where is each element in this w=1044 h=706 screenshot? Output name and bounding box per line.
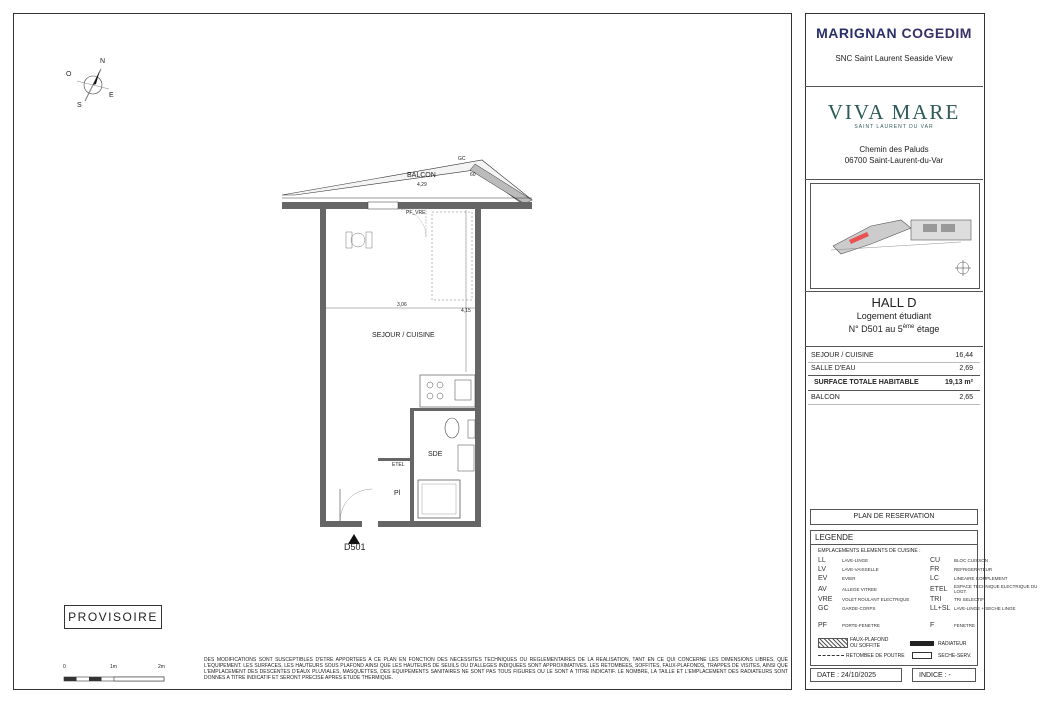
legend-code: LL+SL [930,605,951,612]
legend-code: FR [930,566,940,573]
footer-index: INDICE : - [912,668,976,682]
legend-code: LC [930,575,939,582]
label-etel: ETEL [392,462,405,468]
wall-top [282,202,532,209]
compass-rose-icon [62,60,122,110]
legend-label: LAVE-LINGE + SECHE LINGE [954,606,1016,611]
project-name: VIVA MARE [827,100,961,124]
legend-code: ETEL [930,585,948,593]
window-pf [368,202,398,209]
label-balcon: BALCON [407,172,436,179]
label-balcon-dim: 4,29 [417,182,427,188]
legend-label: GARDE-CORPS [842,606,876,611]
label-sejour: SEJOUR / CUISINE [372,332,435,339]
faux-plafond-symbol [818,638,848,648]
legend-list [818,557,1044,629]
retombee-label: RETOMBEE DE POUTRE [846,653,905,659]
faux-plafond-label: FAUX-PLAFOND OU SOFFITE [850,637,889,649]
toilet [445,418,459,438]
label-depth-dim: 4,15 [461,308,471,314]
compass-north: N [100,58,106,65]
footer-date: DATE : 24/10/2025 [810,668,902,682]
balcony-label: BALCON [811,394,840,401]
site-plan-thumbnail [810,183,980,289]
compass-east: E [109,92,114,99]
legend-label: LAVE-VAISSELLE [842,567,879,572]
label-pf-vre: PF_VRE [406,210,426,216]
plan-type: PLAN DE RESERVATION [810,509,978,525]
unit-number-prefix: N° D501 au 5 [848,324,903,334]
wall-bottom-right [378,521,481,527]
disclaimer: DES MODIFICATIONS SONT SUSCEPTIBLES D'ETRE APPORTEES A CE PLAN EN FONCTION DES NECESSITES TECHNIQUES OU REGLEMENTAIRES DE LA REALISATION, TANT EN CE QUI CONCERNE LES DIMENSIONS LIBRES, QUE L'EQUIPEMENT. LES SURFACES, LES HAUTEURS SOUS PLAFOND AINSI QUE LES HAUTEURS DE SEUILS OU D'ALLEGES INDIQUEES SONT APPROXIMATIVES. LES RETOMBEES, SOFFITES, FAUX-PLAFONDS, TRAPPES DE VISITES, AINSI QUE L'EMPLACEMENT DES DESCENTES D'EAUX PLUVIALES, MASQUETTES, DES EQUIPEMENTS SANITAIRES NE SONT PAS TOUS FIGURES OU LE SONT A TITRE INDICATIF. LE NOMBRE, LA TAILLE ET L'EMPLACEMENT DES RADIATEURS SONT DONNES A TITRE INDICATIF ET SERONT PRECISE APRES ETUDE THERMIQUE. [204,657,788,681]
wall-left [320,202,326,527]
legend-label: BLOC CUISSON [954,558,989,563]
provisoire-stamp: PROVISOIRE [64,605,162,629]
retombee-symbol [818,655,844,656]
project-address-2: 06700 Saint-Laurent-du-Var [844,156,944,165]
entrance-door-swing [340,489,372,521]
scale-two: 2m [158,664,165,670]
scale-bar-graphic [64,675,164,683]
surface-value: 16,44 [955,352,973,359]
project-subtitle: SAINT LAURENT DU VAR [854,124,934,130]
seche-serv-symbol [912,652,932,659]
shower [418,480,460,518]
floor-plan [270,140,570,560]
unit-hall: HALL D [871,295,917,310]
legend-label: TRI SELECTIF [954,597,985,602]
wall-right [475,202,481,527]
scale-one: 1m [110,664,117,670]
legend-code: PF [818,622,827,629]
legend-label: VOLET ROULANT ELECTRIQUE [842,597,910,602]
surface-label: SALLE D'EAU [811,365,856,372]
legend-code: AV [818,585,827,593]
surface-row [811,365,973,372]
unit-number-sup: ème [902,324,915,330]
surface-row [811,352,973,359]
unit-number [806,324,982,334]
surface-total-label: SURFACE TOTALE HABITABLE [814,379,919,386]
balcony-value: 2,65 [959,394,973,401]
legend-label: EVIER [842,576,856,581]
unit-type: Logement étudiant [856,311,932,321]
legend-label: PORTE-FENETRE [842,623,880,628]
unit-number-suffix: étage [914,324,940,334]
scale-zero: 0 [63,664,66,670]
compass [62,60,122,110]
sink [458,445,474,471]
legend-subtitle: EMPLACEMENTS ELEMENTS DE CUISINE : [818,548,921,554]
legend-label: LINEAIRE COMPLEMENT [954,576,1008,581]
site-plan-graphic [811,184,979,288]
legend-label: REFRIGERATEUR [954,567,993,572]
scale-bar [64,670,164,678]
bathroom-wall [410,408,414,521]
legend-code: F [930,622,935,629]
legend-label: ALLEGE VITREE [842,586,878,592]
balcony-row [811,394,973,401]
project-address-1: Chemin des Paluds [859,145,929,154]
legend-code: CU [930,557,941,564]
label-entrance: D501 [344,542,366,552]
seche-serv-label: SECHE-SERV. [938,653,972,659]
radiateur-symbol [910,641,934,646]
legend-code: EV [818,575,828,582]
label-sde: SDE [428,451,443,458]
surface-value: 2,69 [959,365,973,372]
label-width-dim: 3,06 [397,302,407,308]
legend-code: VRE [818,596,833,603]
radiateur-label: RADIATEUR [938,641,967,647]
company-entity: SNC Saint Laurent Seaside View [835,54,953,63]
label-pl: Pl [394,490,401,497]
label-gc: GC [458,156,466,162]
surface-label: SEJOUR / CUISINE [811,352,874,359]
legend-label: FENETRE [954,623,976,628]
legend-code: LL [818,557,826,564]
surface-total-row [811,379,973,386]
legend-code: GC [818,605,829,612]
legend-label: ESPACE TECHNIQUE ELECTRIQUE DU LOGT. [954,584,1038,594]
table [351,233,365,247]
compass-south: S [77,102,82,109]
wall-bottom-left [320,521,362,527]
legend-label: LAVE-LINGE [842,558,869,563]
legend-code: LV [818,566,827,573]
compass-west: O [66,71,72,78]
brand-right: COGEDIM [901,25,972,41]
surface-total-value: 19,13 m² [944,379,973,386]
legend-code: TRI [930,596,942,603]
label-gc-dim: 60 [470,172,476,178]
legend-title: LEGENDE [815,533,854,542]
brand-left: MARIGNAN [816,25,898,41]
company-logo [806,25,982,41]
